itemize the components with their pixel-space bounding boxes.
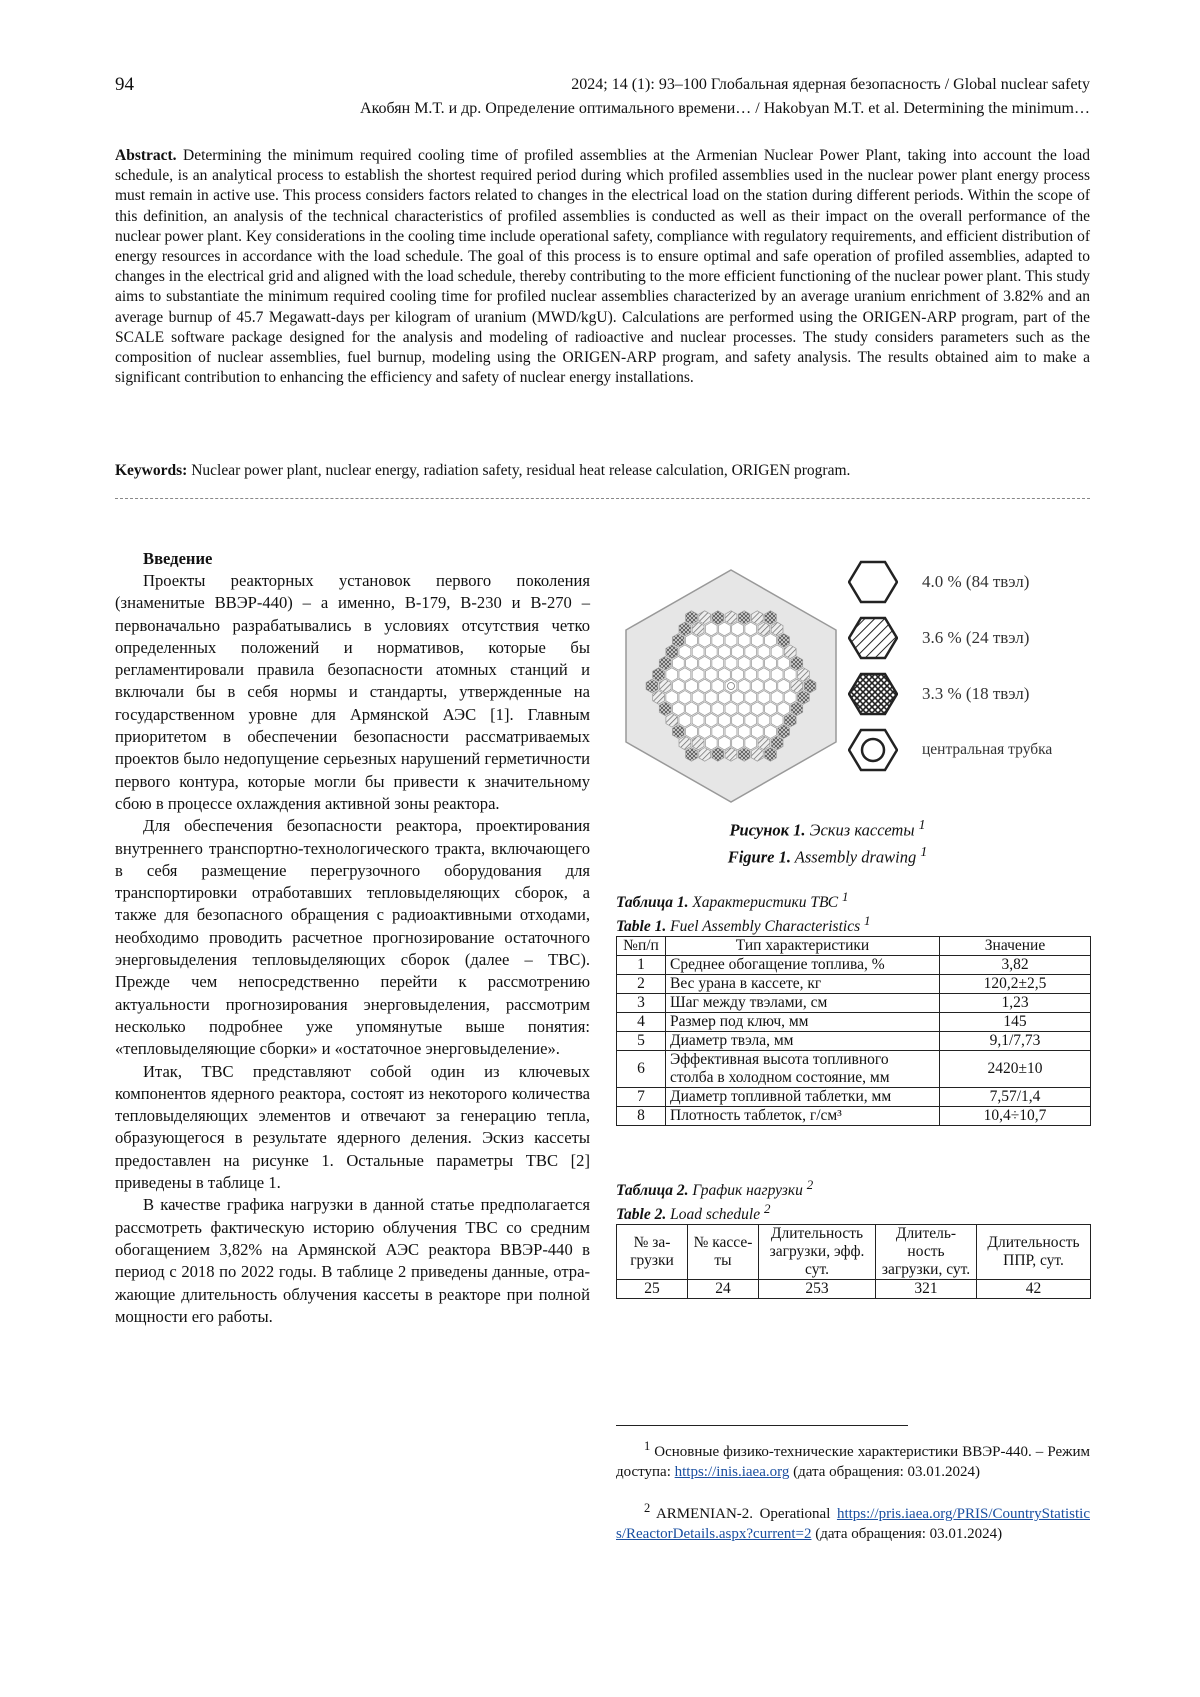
fuel-rod-cell	[692, 645, 704, 659]
hexagon-ring-icon	[848, 727, 898, 773]
table2-caption-ru: Таблица 2. График нагрузки $^2$	[616, 1177, 814, 1200]
introduction-column	[115, 548, 590, 1328]
table-cell: 9,1/7,73	[940, 1032, 1091, 1051]
fuel-rod-cell	[751, 634, 763, 648]
fuel-rod-cell	[719, 668, 731, 682]
fuel-rod-cell	[705, 691, 717, 705]
table-row	[617, 994, 1091, 1013]
fuel-rod-cell	[765, 679, 777, 693]
fuel-rod-cell	[784, 645, 796, 659]
fuel-rod-cell	[719, 691, 731, 705]
fuel-rod-cell	[673, 634, 685, 648]
fuel-rod-cell	[738, 748, 750, 762]
table2-caption-en: Table 2. Load schedule $^2$	[616, 1201, 771, 1224]
fuel-rod-cell	[673, 656, 685, 670]
table-cell: Диаметр топливной таблетки, мм	[666, 1088, 940, 1107]
table-cell: Шаг между твэлами, см	[666, 994, 940, 1013]
fuel-rod-cell	[699, 748, 711, 762]
fuel-rod-cell	[758, 622, 770, 636]
fuel-rod-cell	[699, 725, 711, 739]
fuel-rod-cell	[732, 622, 744, 636]
table2-block	[616, 1176, 1091, 1299]
fuel-rod-cell	[758, 691, 770, 705]
legend-label: 3.6 % (24 твэл)	[922, 628, 1030, 647]
fuel-rod-cell	[758, 713, 770, 727]
keywords-text: Nuclear power plant, nuclear energy, radiation safety, residual heat release calculation, ORIGEN program.	[187, 462, 851, 479]
footnote-rule	[616, 1425, 908, 1426]
fuel-rod-cell	[699, 656, 711, 670]
fuel-rod-cell	[666, 645, 678, 659]
table-cell: Среднее обогащение топлива, %	[666, 956, 940, 975]
fuel-rod-cell	[751, 656, 763, 670]
journal-header: 2024; 14 (1): 93–100 Глобальная ядерная безопасность / Global nuclear safety	[571, 76, 1090, 93]
fuel-rod-cell	[751, 748, 763, 762]
fuel-rod-cell	[712, 702, 724, 716]
fuel-rod-cell	[745, 713, 757, 727]
fuel-rod-cell	[765, 725, 777, 739]
fuel-rod-cell	[771, 645, 783, 659]
fuel-rod-cell	[712, 634, 724, 648]
table-cell: Размер под ключ, мм	[666, 1013, 940, 1032]
legend-item	[848, 610, 1108, 666]
fuel-rod-cell	[765, 611, 777, 625]
footnote-1: $^1$ Основные физико-технические характеристики ВВЭР-440. – Режим доступа: https://inis.iaea.org (дата обращения: 03.01.2024)	[616, 1439, 1090, 1480]
table-cell: 6	[617, 1051, 666, 1088]
fuel-rod-cell	[771, 691, 783, 705]
figure-caption-ru-label: Рисунок 1.	[729, 820, 806, 840]
table-cell: Эффективная высота топливного столба в холодном состояние, мм	[666, 1051, 940, 1088]
fuel-rod-cell	[673, 702, 685, 716]
fuel-rod-cell	[699, 679, 711, 693]
fuel-rod-cell	[659, 679, 671, 693]
fuel-rod-cell	[686, 656, 698, 670]
fuel-assembly-table	[616, 936, 1091, 1126]
fuel-rod-cell	[738, 679, 750, 693]
fuel-rod-cell	[705, 736, 717, 750]
intro-heading: Введение	[143, 549, 213, 568]
fuel-rod-cell	[712, 611, 724, 625]
table-cell: 7,57/1,4	[940, 1088, 1091, 1107]
fuel-rod-cell	[725, 725, 737, 739]
assembly-hex-lattice	[622, 568, 840, 804]
fuel-rod-cell	[725, 656, 737, 670]
fuel-rod-cell	[765, 702, 777, 716]
table1-block	[616, 888, 1091, 1126]
table-cell: Плотность таблеток, г/см³	[666, 1107, 940, 1126]
fuel-rod-cell	[771, 668, 783, 682]
fuel-rod-cell	[778, 702, 790, 716]
fuel-rod-cell	[653, 668, 665, 682]
fuel-rod-cell	[751, 679, 763, 693]
fuel-rod-cell	[784, 668, 796, 682]
abstract-label: Abstract.	[115, 147, 177, 164]
authors-header: Акобян М.Т. и др. Определение оптимального времени… / Hakobyan M.T. et al. Determining the minimum…	[360, 100, 1090, 117]
fuel-rod-cell	[791, 656, 803, 670]
fuel-rod-cell	[798, 691, 810, 705]
table-cell: 10,4÷10,7	[940, 1107, 1091, 1126]
fuel-rod-cell	[686, 748, 698, 762]
fuel-rod-cell	[745, 691, 757, 705]
table-cell: 42	[977, 1280, 1091, 1299]
fuel-rod-cell	[679, 622, 691, 636]
fuel-rod-cell	[732, 691, 744, 705]
fuel-rod-cell	[732, 713, 744, 727]
fuel-rod-cell	[758, 645, 770, 659]
fuel-rod-cell	[725, 748, 737, 762]
fuel-rod-cell	[679, 691, 691, 705]
hexagon-hatched-icon	[848, 615, 898, 661]
fuel-rod-cell	[686, 702, 698, 716]
fuel-rod-cell	[765, 748, 777, 762]
fuel-rod-cell	[666, 713, 678, 727]
fuel-rod-cell	[686, 611, 698, 625]
fuel-rod-cell	[673, 679, 685, 693]
fuel-rod-cell	[692, 691, 704, 705]
table-cell: 1	[617, 956, 666, 975]
table-row	[617, 1107, 1091, 1126]
table-cell: 3,82	[940, 956, 1091, 975]
fuel-rod-cell	[791, 679, 803, 693]
abstract	[115, 146, 1090, 388]
table-cell: 5	[617, 1032, 666, 1051]
table-cell: 3	[617, 994, 666, 1013]
table-cell: 1,23	[940, 994, 1091, 1013]
legend-label: центральная трубка	[922, 741, 1053, 758]
table-cell: 253	[759, 1280, 876, 1299]
fuel-rod-cell	[699, 634, 711, 648]
fuel-rod-cell	[778, 656, 790, 670]
column-header: Значение	[940, 937, 1091, 956]
fuel-rod-cell	[705, 622, 717, 636]
legend-item	[848, 722, 1108, 778]
fuel-rod-cell	[751, 725, 763, 739]
fuel-rod-cell	[798, 668, 810, 682]
table-row	[617, 956, 1091, 975]
fuel-rod-cell	[692, 622, 704, 636]
fuel-rod-cell	[725, 611, 737, 625]
table-cell: 25	[617, 1280, 688, 1299]
fuel-rod-cell	[804, 679, 816, 693]
table-header-row	[617, 937, 1091, 956]
fuel-rod-cell	[692, 668, 704, 682]
table1-caption-ru: Таблица 1. Характеристики ТВС $^1$	[616, 889, 849, 912]
table-row	[617, 1051, 1091, 1088]
fuel-rod-cell	[666, 691, 678, 705]
central-tube-cell	[725, 679, 737, 693]
fuel-rod-cell	[712, 656, 724, 670]
fuel-rod-cell	[745, 622, 757, 636]
table-cell: 120,2±2,5	[940, 975, 1091, 994]
fuel-rod-cell	[659, 702, 671, 716]
abstract-text: Determining the minimum required cooling time of profiled assemblies at the Armenian Nuclear Power Plant, taking into account the load schedule, is an analytical process to establish the shortest required period during which profiled assemblies used in the nuclear power plant energy process must remain in active use. This process considers factors related to changes in the electrical load on the station during different periods. Within the scope of this definition, an analysis of the technical characteristics of profiled assemblies is conducted as well as their impact on the overall performance of the nuclear power plant. Key considerations in the cooling time include operational safety, compliance with regulatory requirements, and efficient distribution of energy resources in accordance with the load schedule. The goal of this process is to ensure optimal and safe operation of profiled assemblies, adapted to changes in the electrical grid and aligned with the load schedule, thereby contributing to the more efficient functioning of the nuclear power plant. This study aims to substantiate the minimum required cooling time for profiled nuclear assemblies characterized by an average uranium enrichment of 3.82% and an average burnup of 45.7 Megawatt-days per kilogram of uranium (MWD/kgU). Calculations are performed using the ORIGEN-ARP program, part of the SCALE software package designed for the analysis and modeling of radioactive and nuclear processes. The study considers parameters such as the composition of nuclear assemblies, fuel burnup, modeling using the ORIGEN-ARP program, and safety analysis. The results obtained aim to make a significant contribution to enhancing the efficiency and safety of nuclear energy installations.	[115, 147, 1090, 387]
column-header: Тип характеристики	[666, 937, 940, 956]
section-divider	[115, 498, 1090, 499]
fuel-rod-cell	[725, 634, 737, 648]
legend-item	[848, 554, 1108, 610]
figure-caption-ru: Эскиз кассеты	[805, 820, 919, 840]
fuel-rod-cell	[778, 679, 790, 693]
fuel-rod-cell	[738, 656, 750, 670]
intro-paragraph-1: Проекты реакторных установок первого поколения (знаменитые ВВЭР-440) – а именно, В-179, В-230 и В-270 – первоначально разрабатывались в условиях отсутствия четко определенных положений и нормативов, которые бы регламентировали правила безопасности атомных станций и включали бы в себя нормы и стандарты, утвержденные на государственном уровне для Армянской АЭС [1]. Главным приоритетом в обеспечении безопасности рассматриваемых проектов было недопущение серьезных нарушений герметичности первого контура, которые могли бы привести к значительному сбою в процессе охлаждения активной зоны реактора.	[115, 571, 590, 813]
load-schedule-table	[616, 1224, 1091, 1299]
fuel-rod-cell	[758, 736, 770, 750]
hexagon-crosshatched-icon	[848, 671, 898, 717]
footnote-2-link[interactable]: https://pris.iaea.org/PRIS/CountryStatistics/ReactorDetails.aspx?current=2	[616, 1506, 1090, 1542]
fuel-rod-cell	[778, 634, 790, 648]
fuel-rod-cell	[705, 713, 717, 727]
fuel-rod-cell	[679, 736, 691, 750]
table-cell: 24	[688, 1280, 759, 1299]
table-cell: 145	[940, 1013, 1091, 1032]
fuel-rod-cell	[738, 725, 750, 739]
legend-label: 3.3 % (18 твэл)	[922, 684, 1030, 703]
fuel-rod-cell	[732, 736, 744, 750]
fuel-rod-cell	[745, 645, 757, 659]
figure-caption	[620, 814, 1035, 867]
fuel-rod-cell	[699, 611, 711, 625]
fuel-rod-cell	[659, 656, 671, 670]
assembly-drawing	[622, 568, 840, 804]
fuel-rod-cell	[705, 645, 717, 659]
column-header: Длительность ППР, сут.	[977, 1225, 1091, 1280]
fuel-rod-cell	[692, 736, 704, 750]
table-row	[617, 1013, 1091, 1032]
table-cell: 321	[876, 1280, 977, 1299]
table-cell: Вес урана в кассете, кг	[666, 975, 940, 994]
figure-caption-en: Assembly drawing	[790, 847, 921, 866]
fuel-rod-cell	[771, 713, 783, 727]
fuel-rod-cell	[784, 691, 796, 705]
fuel-rod-cell	[732, 645, 744, 659]
fuel-rod-cell	[699, 702, 711, 716]
fuel-rod-cell	[745, 668, 757, 682]
page-number: 94	[115, 74, 134, 95]
fuel-rod-cell	[758, 668, 770, 682]
fuel-rod-cell	[725, 702, 737, 716]
table-row	[617, 975, 1091, 994]
fuel-rod-cell	[686, 725, 698, 739]
figure-caption-en-label: Figure 1.	[727, 847, 791, 866]
fuel-rod-cell	[679, 713, 691, 727]
column-header: Длитель-ность загрузки, сут.	[876, 1225, 977, 1280]
intro-paragraph-4: В качестве графика нагрузки в данной статье предполагается рассмотреть фактическую историю облучения ТВС со средним обогащением 3,82% на Армянской АЭС реактора ВВЭР-440 в период с 2018 по 2022 годы. В таблице 2 приведены данные, отражающие длительность облучения кассеты в реакторе при полной мощности его работы.	[115, 1195, 590, 1326]
footnote-2: $^2$ ARMENIAN-2. Operational https://pris.iaea.org/PRIS/CountryStatistics/ReactorDetails.aspx?current=2 (дата обращения: 03.01.2024)	[616, 1501, 1090, 1542]
table-row	[617, 1088, 1091, 1107]
fuel-rod-cell	[738, 634, 750, 648]
fuel-rod-cell	[646, 679, 658, 693]
fuel-rod-cell	[751, 702, 763, 716]
table-cell: 4	[617, 1013, 666, 1032]
footnote-1-link[interactable]: https://inis.iaea.org	[674, 1464, 790, 1480]
table-cell: 8	[617, 1107, 666, 1126]
fuel-rod-cell	[719, 736, 731, 750]
figure-legend	[848, 554, 1108, 778]
table-cell: 7	[617, 1088, 666, 1107]
fuel-rod-cell	[751, 611, 763, 625]
legend-item	[848, 666, 1108, 722]
fuel-rod-cell	[712, 748, 724, 762]
column-header: Длительность загрузки, эфф. сут.	[759, 1225, 876, 1280]
fuel-rod-cell	[686, 634, 698, 648]
fuel-rod-cell	[738, 611, 750, 625]
intro-paragraph-2: Для обеспечения безопасности реактора, проектирования внутреннего транспортно-технологического тракта, включающего в себя размещение перегрузочного оборудования для транспортировки отработавших тепловыделяющих сборок, а также для безопасного обращения с радиоактивными отходами, необходимо проводить расчетное прогнозирование остаточного энерговыделения тепловыделяющих сборок (далее – ТВС). Прежде чем непосредственно перейти к рассмотрению актуальности прогнозирования энерговыделения, рассмотрим несколько подробнее уже упомянутые выше понятия: «тепловыделяющие сборки» и «остаточное энерговыделение».	[115, 816, 590, 1059]
hexagon-plain-icon	[848, 559, 898, 605]
fuel-rod-cell	[653, 691, 665, 705]
fuel-rod-cell	[765, 634, 777, 648]
table1-caption-en: Table 1. Fuel Assembly Characteristics $^1$	[616, 913, 871, 936]
table-header-row	[617, 1225, 1091, 1280]
fuel-rod-cell	[771, 736, 783, 750]
fuel-rod-cell	[791, 702, 803, 716]
intro-paragraph-3: Итак, ТВС представляют собой один из ключевых компонентов ядерного реактора, состоят из некоторого количества тепловыделяющих элементов и отвечают за генерацию тепла, образующегося в результате ядерного деления. Эскиз кассеты предоставлен на рисунке 1. Остальные параметры ТВС [2] приведены в таблице 1.	[115, 1061, 590, 1193]
table-cell: 2	[617, 975, 666, 994]
table-row	[617, 1032, 1091, 1051]
footnote-ref: 1	[918, 817, 926, 832]
fuel-rod-cell	[784, 713, 796, 727]
keywords-label: Keywords:	[115, 462, 188, 479]
fuel-rod-cell	[673, 725, 685, 739]
fuel-rod-cell	[679, 668, 691, 682]
column-header: № кассе-ты	[688, 1225, 759, 1280]
fuel-rod-cell	[712, 679, 724, 693]
footnote-ref: 1	[920, 843, 928, 859]
fuel-rod-cell	[771, 622, 783, 636]
table-row	[617, 1280, 1091, 1299]
table-cell: 2420±10	[940, 1051, 1091, 1088]
column-header: №п/п	[617, 937, 666, 956]
fuel-rod-cell	[712, 725, 724, 739]
fuel-rod-cell	[745, 736, 757, 750]
fuel-rod-cell	[732, 668, 744, 682]
fuel-rod-cell	[719, 713, 731, 727]
legend-label: 4.0 % (84 твэл)	[922, 572, 1030, 591]
keywords	[115, 461, 1090, 481]
fuel-rod-cell	[705, 668, 717, 682]
fuel-rod-cell	[719, 645, 731, 659]
fuel-rod-cell	[719, 622, 731, 636]
fuel-rod-cell	[778, 725, 790, 739]
fuel-rod-cell	[765, 656, 777, 670]
column-header: № за-грузки	[617, 1225, 688, 1280]
fuel-rod-cell	[686, 679, 698, 693]
table-cell: Диаметр твэла, мм	[666, 1032, 940, 1051]
fuel-rod-cell	[738, 702, 750, 716]
fuel-rod-cell	[666, 668, 678, 682]
fuel-rod-cell	[692, 713, 704, 727]
fuel-rod-cell	[679, 645, 691, 659]
